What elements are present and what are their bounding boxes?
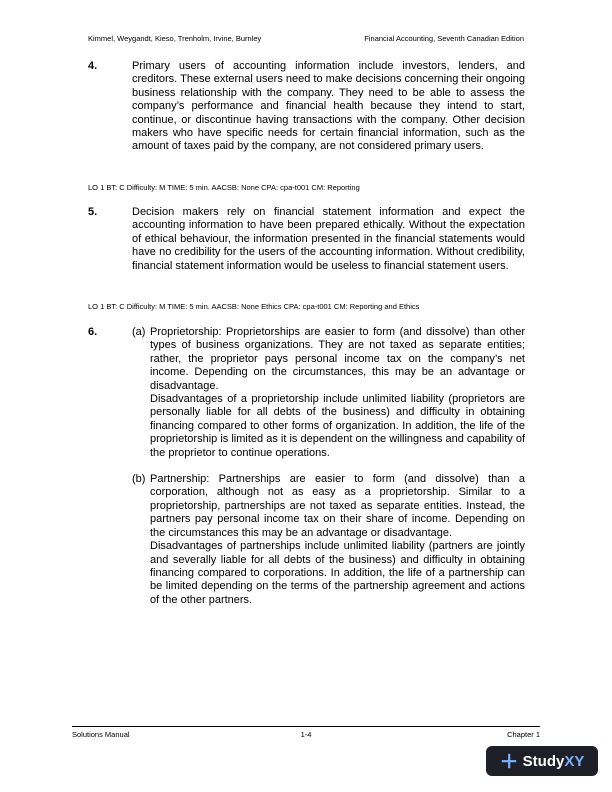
learning-objective-meta: LO 1 BT: C Difficulty: M TIME: 5 min. AACSB: None Ethics CPA: cpa-t001 CM: Reporting and Ethics <box>88 302 420 311</box>
part-paragraph: Disadvantages of partnerships include unlimited liability (partners are jointly and severally liable for all debts of the business) and difficulty in obtaining financing compared to corporations. In addition, the life of a partnership can be limited depending on the terms of the partnership agreement and actions of the other partners. <box>150 540 525 606</box>
footer-divider <box>72 726 540 727</box>
answer-5 <box>88 206 525 273</box>
brand-accent: XY <box>564 752 585 770</box>
header-authors: Kimmel, Weygandt, Kieso, Trenholm, Irvine, Burnley <box>88 34 262 43</box>
header-book-title: Financial Accounting, Seventh Canadian Edition <box>364 34 524 43</box>
studyxy-badge[interactable] <box>486 746 598 776</box>
plus-icon <box>500 752 518 770</box>
answer-number: 5. <box>88 206 98 218</box>
answer-number: 6. <box>88 326 98 338</box>
answer-4 <box>88 60 525 154</box>
learning-objective-meta: LO 1 BT: C Difficulty: M TIME: 5 min. AACSB: None CPA: cpa-t001 CM: Reporting <box>88 183 360 192</box>
part-paragraph: Partnership: Partnerships are easier to form (and dissolve) than a corporation, although not as easy as a proprietorship. Similar to a proprietorship, partnerships are not taxed as separate entities. Instead, the partners pay personal income tax on their share of income. Depending on the circumstances this may be an advantage or disadvantage. <box>150 473 525 539</box>
part-paragraph: Disadvantages of a proprietorship include unlimited liability (proprietors are personally liable for all debts of the business) and difficulty in obtaining financing compared to other forms of organization. In addition, the life of the proprietorship is limited as it is dependent on the willingness and capability of the proprietor to continue operations. <box>150 393 525 459</box>
answer-part-b <box>132 473 525 607</box>
part-paragraph: Proprietorship: Proprietorships are easier to form (and dissolve) than other types of business organizations. They are not taxed as separate entities; rather, the proprietor pays personal income tax on the company’s net income. Depending on the circumstances, this may be an advantage or disadvantage. <box>150 326 525 392</box>
footer-page-number: 1-4 <box>300 730 312 739</box>
footer-chapter: Chapter 1 <box>507 730 540 739</box>
part-letter: (a) <box>132 326 146 338</box>
answer-number: 4. <box>88 60 98 72</box>
brand-name: Study <box>522 752 565 770</box>
answer-text: Decision makers rely on financial statement information and expect the accounting information to have been prepared ethically. Without the expectation of ethical behaviour, the information presented in the financial statements would have no credibility for the users of the accounting information. Without credibility, financial statement information would be useless to financial statement users. <box>132 206 525 272</box>
footer-manual-title: Solutions Manual <box>72 730 130 739</box>
answer-text: Primary users of accounting information include investors, lenders, and creditors. These external users need to make decisions concerning their ongoing business relationship with the company. They need to be able to assess the company’s performance and financial health because they intend to start, continue, or discontinue having transactions with the company. Other decision makers who have specific needs for certain financial information, such as the amount of taxes paid by the company, are not considered primary users. <box>132 60 525 153</box>
answer-6 <box>88 326 525 607</box>
part-letter: (b) <box>132 473 146 486</box>
answer-part-a <box>132 326 525 460</box>
